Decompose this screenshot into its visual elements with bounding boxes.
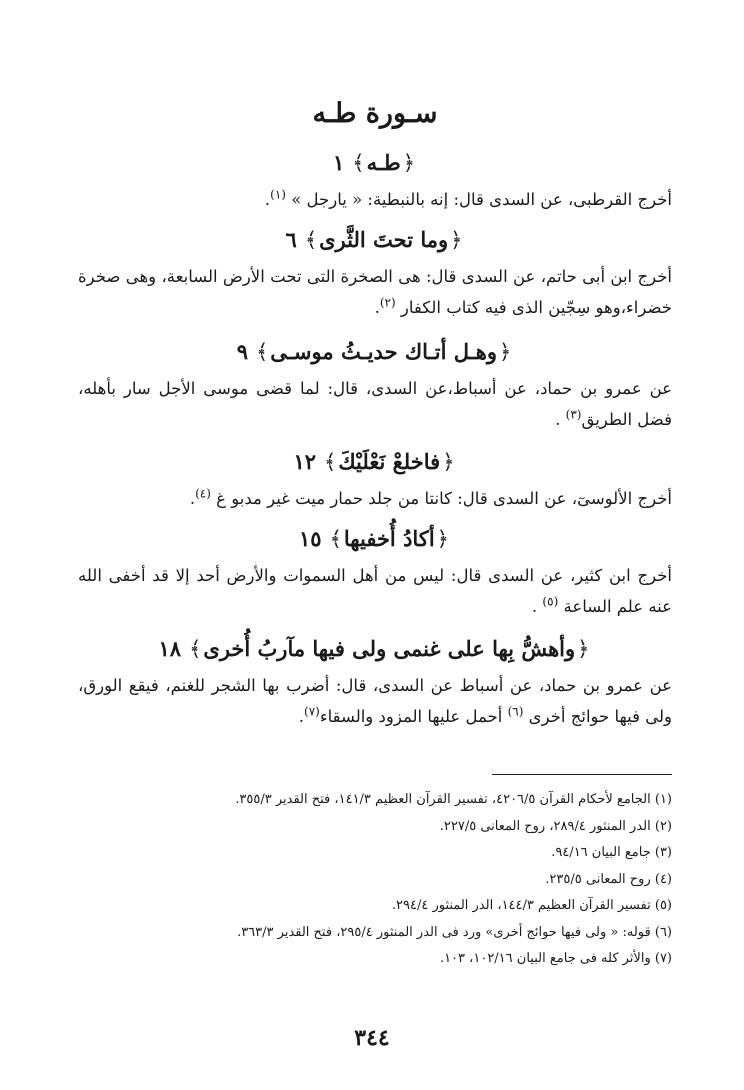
commentary-text: عن عمرو بن حماد، عن أسباط عن السدى، قال: أضرب بها الشجر للغنم، فيقع الورق، ولى فيها حوائج أخرى: [78, 676, 672, 726]
footnote-ref: (٢): [379, 295, 396, 310]
commentary-paragraph: [78, 670, 672, 732]
verse-text: أكادُ أُخفيها: [343, 526, 435, 551]
commentary-text-continued: أحمل عليها المزود والسقاء: [319, 707, 508, 726]
footnote-ref: (٤): [195, 486, 211, 501]
verse-text: وما تحتَ الثَّرى: [319, 227, 449, 252]
bracket-open: ﴿: [436, 527, 449, 551]
footnote-separator: [492, 774, 672, 775]
commentary-paragraph: [78, 483, 672, 514]
footnote-separator-wrap: [78, 740, 672, 787]
commentary-text: أخرج الألوسىٓ، عن السدى قال: كانتا من جلد حمار ميت غير مدبو غ: [216, 489, 672, 508]
footnote-ref: (١): [270, 187, 286, 202]
verse-heading: [78, 223, 672, 257]
verse-heading: [78, 335, 672, 369]
verse-number: ٦: [285, 227, 297, 252]
verse-text: طـه: [366, 150, 401, 175]
commentary-text: أخرج ابن كثير، عن السدى قال: ليس من أهل السموات والأرض أحد إلا قد أخفى الله عنه علم الساعة: [78, 566, 672, 616]
bracket-close: ﴾: [329, 527, 342, 551]
commentary-paragraph: [78, 261, 672, 323]
commentary-paragraph: [78, 560, 672, 622]
bracket-open: ﴿: [450, 228, 463, 252]
bracket-close: ﴾: [255, 340, 269, 364]
footnote-ref: (٥): [542, 594, 559, 609]
bracket-close: ﴾: [352, 151, 365, 175]
verse-heading: [78, 146, 672, 180]
footnote-ref: (٦): [507, 704, 524, 719]
verse-number: ١: [332, 150, 345, 175]
page-number: ٣٤٤: [354, 1025, 390, 1051]
bracket-open: ﴿: [402, 151, 416, 175]
bracket-close: ﴾: [304, 228, 318, 252]
verse-number: ٩: [236, 339, 248, 364]
footnote-ref: (٧): [304, 704, 320, 719]
sentence-end: .: [264, 190, 271, 209]
footnote: (٤) روح المعانى ٢٣٥/٥.: [545, 871, 672, 887]
verse-heading: [78, 445, 672, 479]
verse-heading: [78, 522, 672, 556]
verse-number: ١٢: [293, 449, 317, 474]
footnote: (٦) قوله: « ولى فيها حوائج أخرى» ورد فى الدر المنثور ٢٩٥/٤، فتح القدير ٣٦٣/٣.: [237, 924, 672, 940]
footnote: (٢) الدر المنثور ٢٨٩/٤، روح المعانى ٢٢٧/٥.: [439, 818, 672, 834]
verse-heading: [78, 632, 672, 666]
bracket-close: ﴾: [324, 450, 337, 474]
footnotes: [78, 787, 672, 973]
bracket-open: ﴿: [442, 450, 455, 474]
sentence-end: .: [298, 707, 305, 726]
sentence-end: .: [374, 298, 380, 317]
verse-text: وهـل أتـاك حديـثُ موسـى: [270, 339, 497, 364]
sentence-end: .: [189, 489, 196, 508]
commentary-text: أخرج ابن أبى حاتم، عن السدى قال: هى الصخرة التى تحت الأرض السابعة، وهى صخرة خضراء،وهو سِجّين الذى فيه كتاب الكفار: [78, 267, 672, 317]
sentence-end: .: [555, 410, 566, 429]
verse-number: ١٨: [158, 636, 182, 661]
surah-title: سـورة طـه: [312, 98, 438, 129]
commentary-paragraph: [78, 184, 672, 215]
footnote-ref: (٣): [565, 407, 582, 422]
bracket-open: ﴿: [577, 637, 590, 661]
bracket-open: ﴿: [499, 340, 512, 364]
commentary-paragraph: [78, 373, 672, 435]
sentence-end: .: [531, 597, 543, 616]
footnote: (٧) والأثر كله فى جامع البيان ١٠٢/١٦، ١٠٣.: [439, 951, 672, 966]
footnote: (١) الجامع لأحكام القرآن ٤٢٠٦/٥، تفسير القرآن العظيم ١٤١/٣، فتح القدير ٣٥٥/٣.: [235, 792, 672, 807]
footnote: (٣) جامع البيان ٩٤/١٦.: [551, 845, 672, 860]
commentary-text: عن عمرو بن حماد، عن أسباط،عن السدى، قال: لما قضى موسى الأجل سار بأهله، فضل الطريق: [78, 379, 672, 429]
bracket-close: ﴾: [189, 637, 202, 661]
footnote: (٥) تفسير القرآن العظيم ١٤٤/٣، الدر المنثور ٢٩٤/٤.: [391, 898, 672, 913]
verse-text: وأهشُّ بِها على غنمى ولى فيها مآربُ أُخرى: [203, 636, 576, 661]
commentary-text: أخرج القرطبى، عن السدى قال: إنه بالنبطية: « يارجل »: [291, 190, 672, 209]
verse-text: فاخلعْ نَعْلَيْكَ: [338, 449, 441, 474]
verse-number: ١٥: [299, 526, 322, 551]
